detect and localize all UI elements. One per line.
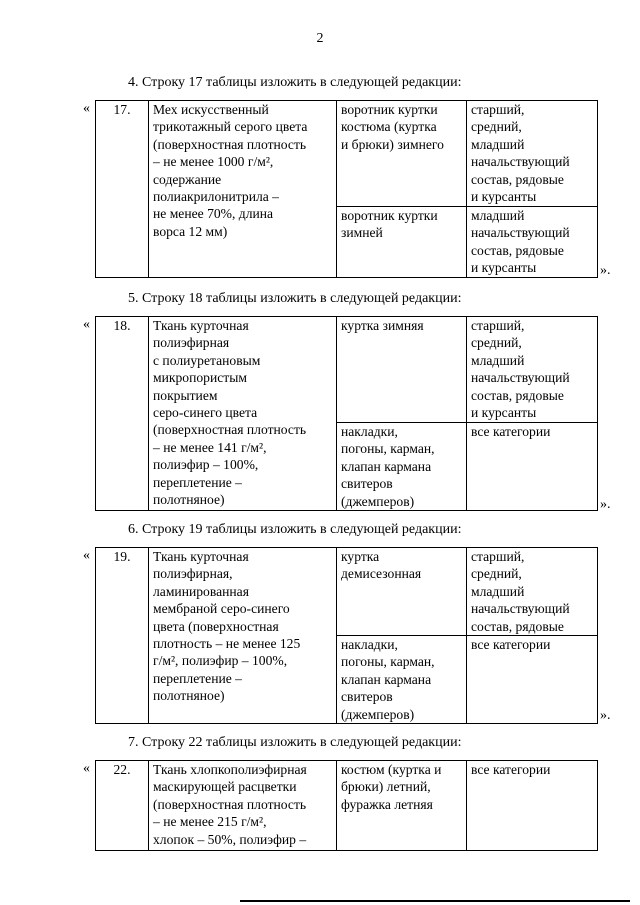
- amendment-table: [95, 547, 598, 724]
- category-cell: старший, средний, младший начальствующий состав, рядовые и курсанты: [467, 101, 598, 207]
- row-number: 19.: [96, 548, 149, 724]
- material-cell: Ткань хлопкополиэфирная маскирующей расцветки (поверхностная плотность – не менее 215 г/м², хлопок – 50%, полиэфир –: [149, 761, 337, 851]
- close-quote: ».: [600, 263, 611, 278]
- category-cell: младший начальствующий состав, рядовые и курсанты: [467, 207, 598, 278]
- page-bottom-border: [240, 900, 630, 902]
- material-cell: Мех искусственный трикотажный серого цвета (поверхностная плотность – не менее 1000 г/м², содержание полиакрилонитрила – не менее 70%, длина ворса 12 мм): [149, 101, 337, 278]
- category-cell: все категории: [467, 761, 598, 851]
- amendment-table: [95, 100, 598, 278]
- section-heading: 6. Строку 19 таблицы изложить в следующей редакции:: [128, 522, 462, 537]
- amendment-table: [95, 760, 598, 851]
- open-quote: «: [83, 101, 90, 116]
- material-cell: Ткань курточная полиэфирная, ламинированная мембраной серо-синего цвета (поверхностная плотность – не менее 125 г/м², полиэфир – 100%, переплетение – полотняное): [149, 548, 337, 724]
- product-cell: воротник куртки зимней: [337, 207, 467, 278]
- section-heading: 5. Строку 18 таблицы изложить в следующей редакции:: [128, 291, 462, 306]
- category-cell: все категории: [467, 636, 598, 724]
- material-cell: Ткань курточная полиэфирная с полиуретановым микропористым покрытием серо-синего цвета (поверхностная плотность – не менее 141 г/м², полиэфир – 100%, переплетение – полотняное): [149, 317, 337, 511]
- category-cell: старший, средний, младший начальствующий состав, рядовые: [467, 548, 598, 636]
- row-number: 18.: [96, 317, 149, 511]
- close-quote: ».: [600, 708, 611, 723]
- product-cell: накладки, погоны, карман, клапан кармана свитеров (джемперов): [337, 423, 467, 511]
- product-cell: накладки, погоны, карман, клапан кармана свитеров (джемперов): [337, 636, 467, 724]
- product-cell: воротник куртки костюма (куртка и брюки) зимнего: [337, 101, 467, 207]
- row-number: 17.: [96, 101, 149, 278]
- product-cell: костюм (куртка и брюки) летний, фуражка летняя: [337, 761, 467, 851]
- open-quote: «: [83, 548, 90, 563]
- amendment-table: [95, 316, 598, 511]
- row-number: 22.: [96, 761, 149, 851]
- section-heading: 7. Строку 22 таблицы изложить в следующей редакции:: [128, 735, 462, 750]
- product-cell: куртка зимняя: [337, 317, 467, 423]
- category-cell: все категории: [467, 423, 598, 511]
- open-quote: «: [83, 761, 90, 776]
- category-cell: старший, средний, младший начальствующий состав, рядовые и курсанты: [467, 317, 598, 423]
- product-cell: куртка демисезонная: [337, 548, 467, 636]
- open-quote: «: [83, 317, 90, 332]
- close-quote: ».: [600, 497, 611, 512]
- section-heading: 4. Строку 17 таблицы изложить в следующей редакции:: [128, 75, 462, 90]
- page-number: 2: [316, 31, 324, 46]
